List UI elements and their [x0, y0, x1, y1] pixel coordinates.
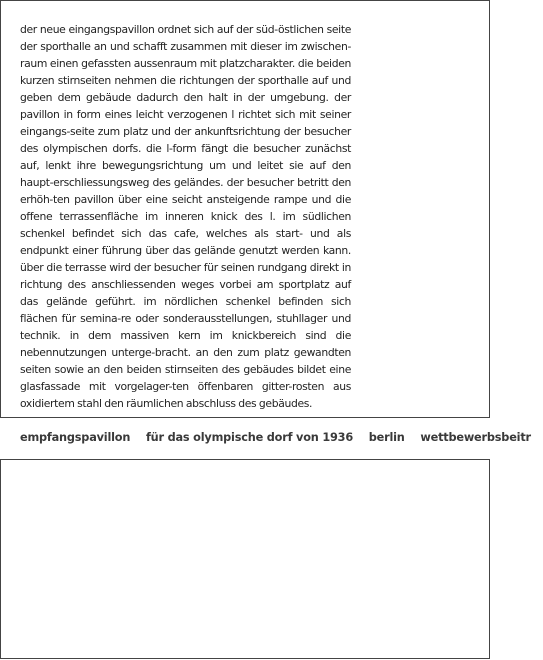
- caption-category: wettbewerbsbeitr: [420, 431, 531, 444]
- project-description: der neue eingangspavillon ordnet sich auf der süd-östlichen seite der sporthalle an und schafft zusammen mit dieser im zwischen-raum einen gefassten aussenraum mit platzcharakter. die beiden kurzen stirnseiten nehmen die richtungen der sporthalle auf und geben dem gebäude dadurch den halt in der umgebung. der pavillon in form eines leicht verzogenen l richtet sich mit seiner eingangs-seite zum platz und der ankunftsrichtung der besucher des olympischen dorfs. die l-form fängt die besucher zunächst auf, lenkt ihre bewegungsrichtung um und leitet sie auf den haupt-erschliessungsweg des geländes. der besucher betritt den erhöh-ten pavillon über eine seicht ansteigende rampe und die offene terrassenfläche im inneren knick des l. im südlichen schenkel befindet sich das cafe, welches als start- und als endpunkt einer führung über das gelände genutzt werden kann. über die terrasse wird der besucher für seinen rundgang direkt in richtung des anschliessenden weges vorbei am sportplatz auf das gelände geführt. im nördlichen schenkel befinden sich flächen für semina-re oder sonderausstellungen, stuhllager und technik. in dem massiven kern im knickbereich sind die nebennutzungen unterge-bracht. an den zum platz gewandten seiten sowie an den beiden stirnseiten des gebäudes bildet eine glasfassade mit vorgelager-ten öffenbaren gitter-rosten aus oxidiertem stahl den räumlichen abschluss des gebäudes.: [20, 23, 351, 410]
- image-panel: [0, 459, 490, 659]
- caption-location: berlin: [368, 431, 405, 444]
- caption-subtitle: für das olympische dorf von 1936: [145, 431, 353, 444]
- caption-bar: [20, 431, 543, 444]
- caption-title: empfangspavillon: [20, 431, 131, 444]
